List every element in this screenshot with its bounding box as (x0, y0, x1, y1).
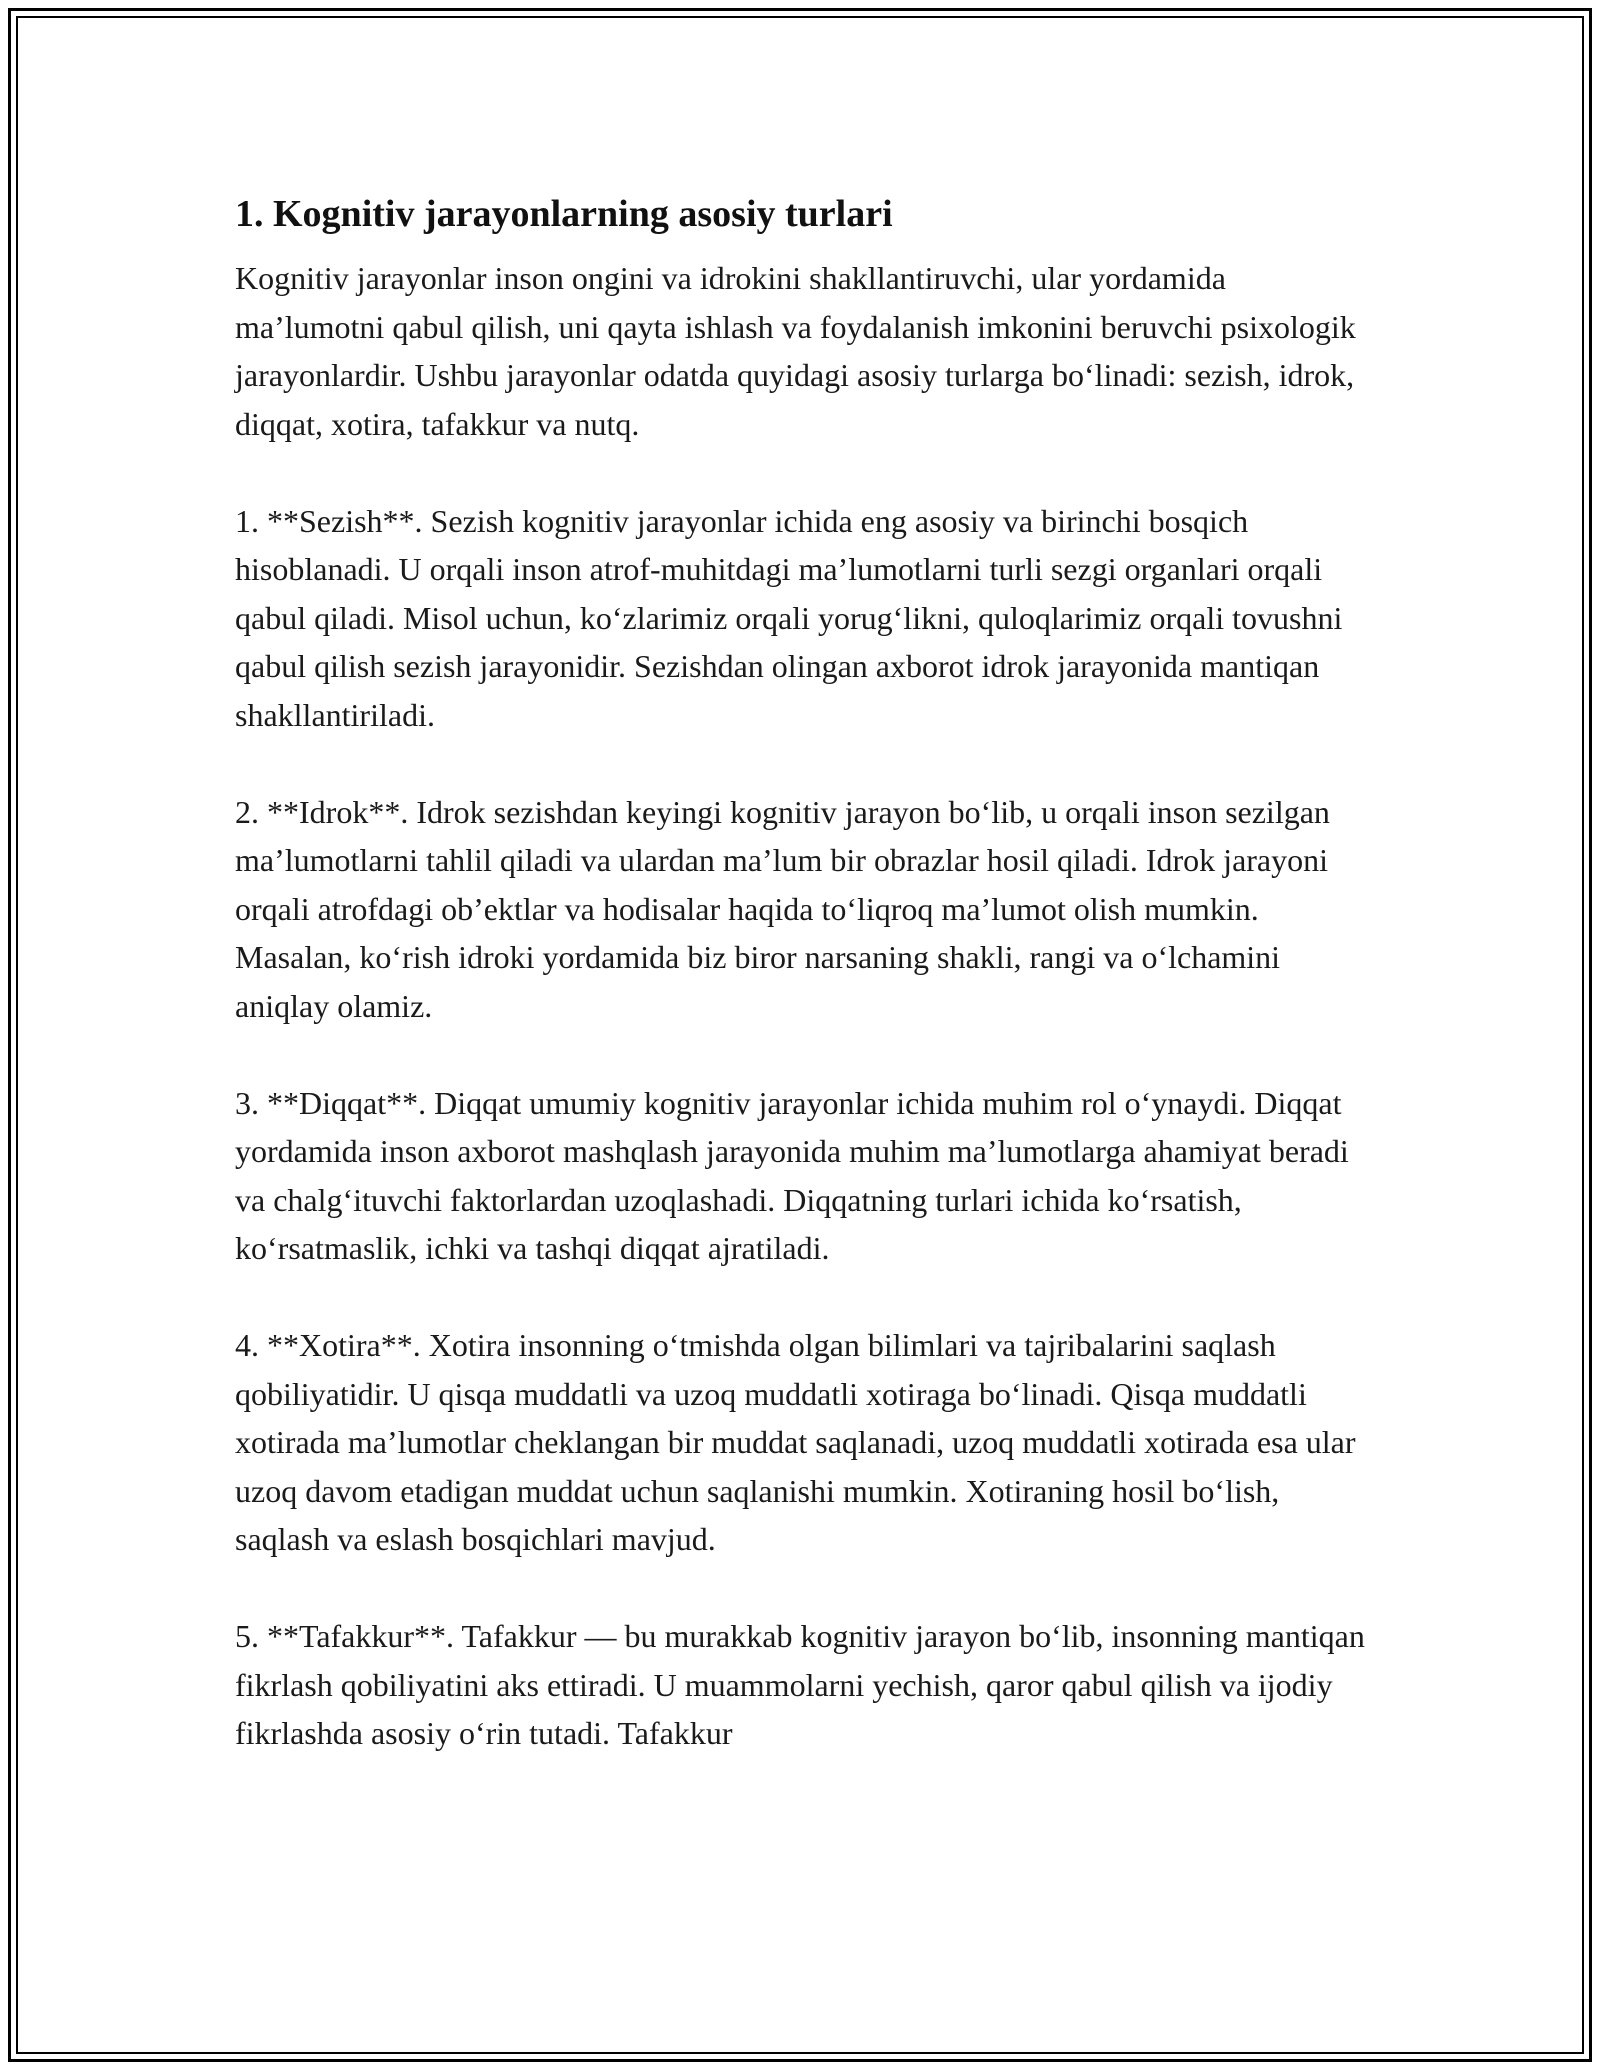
paragraph-sezish: 1. **Sezish**. Sezish kognitiv jarayonlar ichida eng asosiy va birinchi bosqich hisoblanadi. U orqali inson atrof-muhitdagi ma’lumotlarni turli sezgi organlari orqali qabul qiladi. Misol uchun, ko‘zlarimiz orqali yorug‘likni, quloqlarimiz orqali tovushni qabul qilish sezish jarayonidir. Sezishdan olingan axborot idrok jarayonida mantiqan shakllantiriladi. (235, 502, 1343, 733)
paragraph-xotira: 4. **Xotira**. Xotira insonning o‘tmishda olgan bilimlari va tajribalarini saqlash qobiliyatidir. U qisqa muddatli va uzoq muddatli xotiraga bo‘linadi. Qisqa muddatli xotirada ma’lumotlar cheklangan bir muddat saqlanadi, uzoq muddatli xotirada esa ular uzoq davom etadigan muddat uchun saqlanishi mumkin. Xotiraning hosil bo‘lish, saqlash va eslash bosqichlari mavjud. (235, 1327, 1356, 1557)
section-title: 1. Kognitiv jarayonlarning asosiy turlari (235, 193, 893, 235)
paragraph-diqqat: 3. **Diqqat**. Diqqat umumiy kognitiv jarayonlar ichida muhim rol o‘ynaydi. Diqqat yordamida inson axborot mashqlash jarayonida muhim ma’lumotlarga ahamiyat beradi va chalg‘ituvchi faktorlardan uzoqlashadi. Diqqatning turlari ichida ko‘rsatish, ko‘rsatmaslik, ichki va tashqi diqqat ajratiladi. (235, 1084, 1349, 1266)
intro-paragraph: Kognitiv jarayonlar inson ongini va idrokini shakllantiruvchi, ular yordamida ma’lumotni qabul qilish, uni qayta ishlash va foydalanish imkonini beruvchi psixologik jarayonlardir. Ushbu jarayonlar odatda quyidagi asosiy turlarga bo‘linadi: sezish, idrok, diqqat, xotira, tafakkur va nutq. (235, 260, 1356, 442)
paragraph-idrok: 2. **Idrok**. Idrok sezishdan keyingi kognitiv jarayon bo‘lib, u orqali inson sezilgan ma’lumotlarni tahlil qiladi va ulardan ma’lum bir obrazlar hosil qiladi. Idrok jarayoni orqali atrofdagi ob’ektlar va hodisalar haqida to‘liqroq ma’lumot olish mumkin. Masalan, ko‘rish idroki yordamida biz biror narsaning shakli, rangi va o‘lchamini aniqlay olamiz. (235, 793, 1330, 1024)
document-body (235, 186, 1375, 1758)
paragraph-tafakkur: 5. **Tafakkur**. Tafakkur — bu murakkab kognitiv jarayon bo‘lib, insonning mantiqan fikrlash qobiliyatini aks ettiradi. U muammolarni yechish, qaror qabul qilish va ijodiy fikrlashda asosiy o‘rin tutadi. Tafakkur (235, 1618, 1365, 1751)
